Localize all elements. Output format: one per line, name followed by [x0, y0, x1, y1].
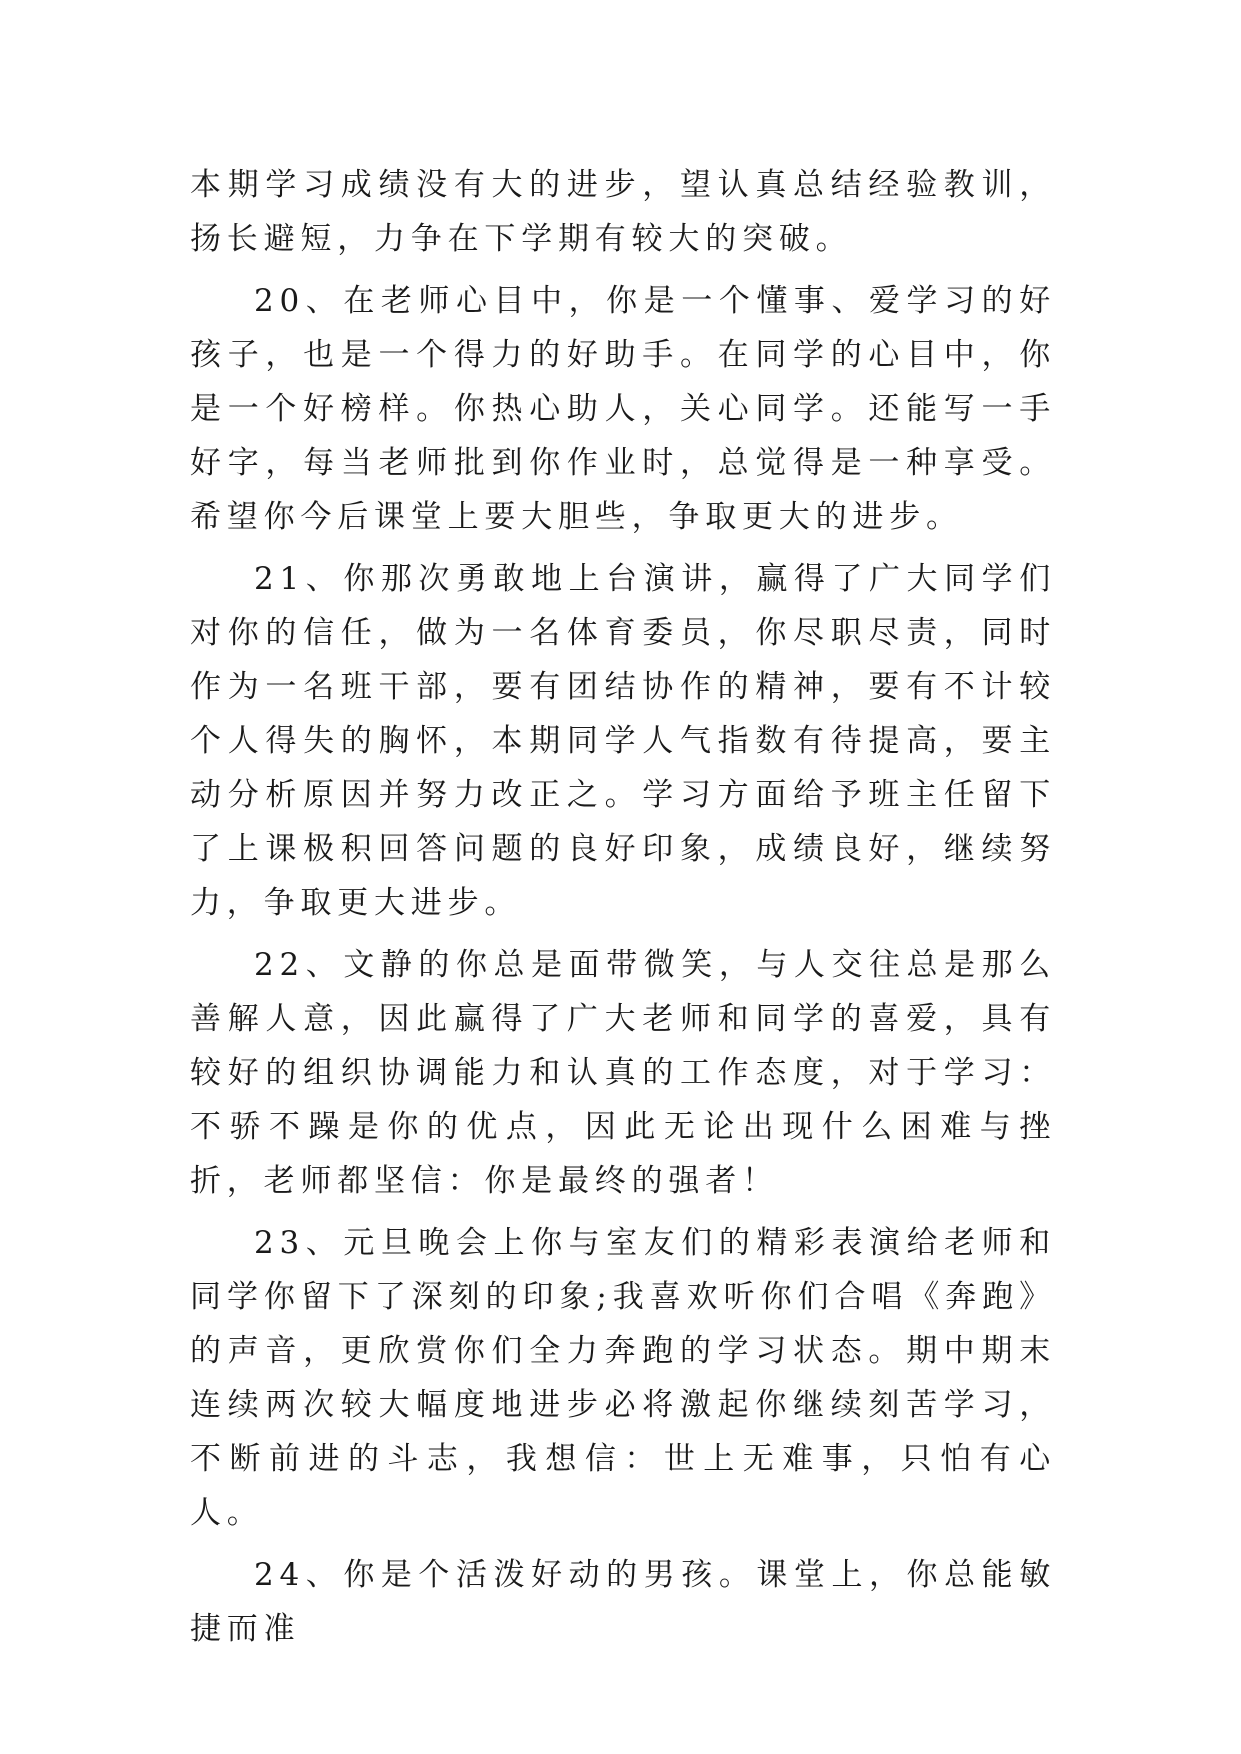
paragraph-comment-20: 20、在老师心目中，你是一个懂事、爱学习的好孩子，也是一个得力的好助手。在同学的心目中，你是一个好榜样。你热心助人，关心同学。还能写一手好字，每当老师批到你作业时，总觉得是一种享受。希望你今后课堂上要大胆些，争取更大的进步。: [190, 283, 1056, 535]
paragraph-comment-24: 24、你是个活泼好动的男孩。课堂上，你总能敏捷而准: [190, 1557, 1056, 1647]
paragraph-comment-22: 22、文静的你总是面带微笑，与人交往总是那么善解人意，因此赢得了广大老师和同学的喜爱，具有较好的组织协调能力和认真的工作态度，对于学习：不骄不躁是你的优点，因此无论出现什么困难与挫折，老师都坚信：你是最终的强者！: [190, 947, 1056, 1199]
document-page: [190, 158, 1056, 1664]
paragraph-comment-23: 23、元旦晚会上你与室友们的精彩表演给老师和同学你留下了深刻的印象;我喜欢听你们合唱《奔跑》的声音，更欣赏你们全力奔跑的学习状态。期中期末连续两次较大幅度地进步必将激起你继续刻苦学习，不断前进的斗志，我想信：世上无难事，只怕有心人。: [190, 1225, 1056, 1531]
paragraph-comment-21: 21、你那次勇敢地上台演讲，赢得了广大同学们对你的信任，做为一名体育委员，你尽职尽责，同时作为一名班干部，要有团结协作的精神，要有不计较个人得失的胸怀，本期同学人气指数有待提高，要主动分析原因并努力改正之。学习方面给予班主任留下了上课极积回答问题的良好印象，成绩良好，继续努力，争取更大进步。: [190, 561, 1056, 921]
paragraph-continuation: 本期学习成绩没有大的进步，望认真总结经验教训，扬长避短，力争在下学期有较大的突破。: [190, 167, 1056, 257]
